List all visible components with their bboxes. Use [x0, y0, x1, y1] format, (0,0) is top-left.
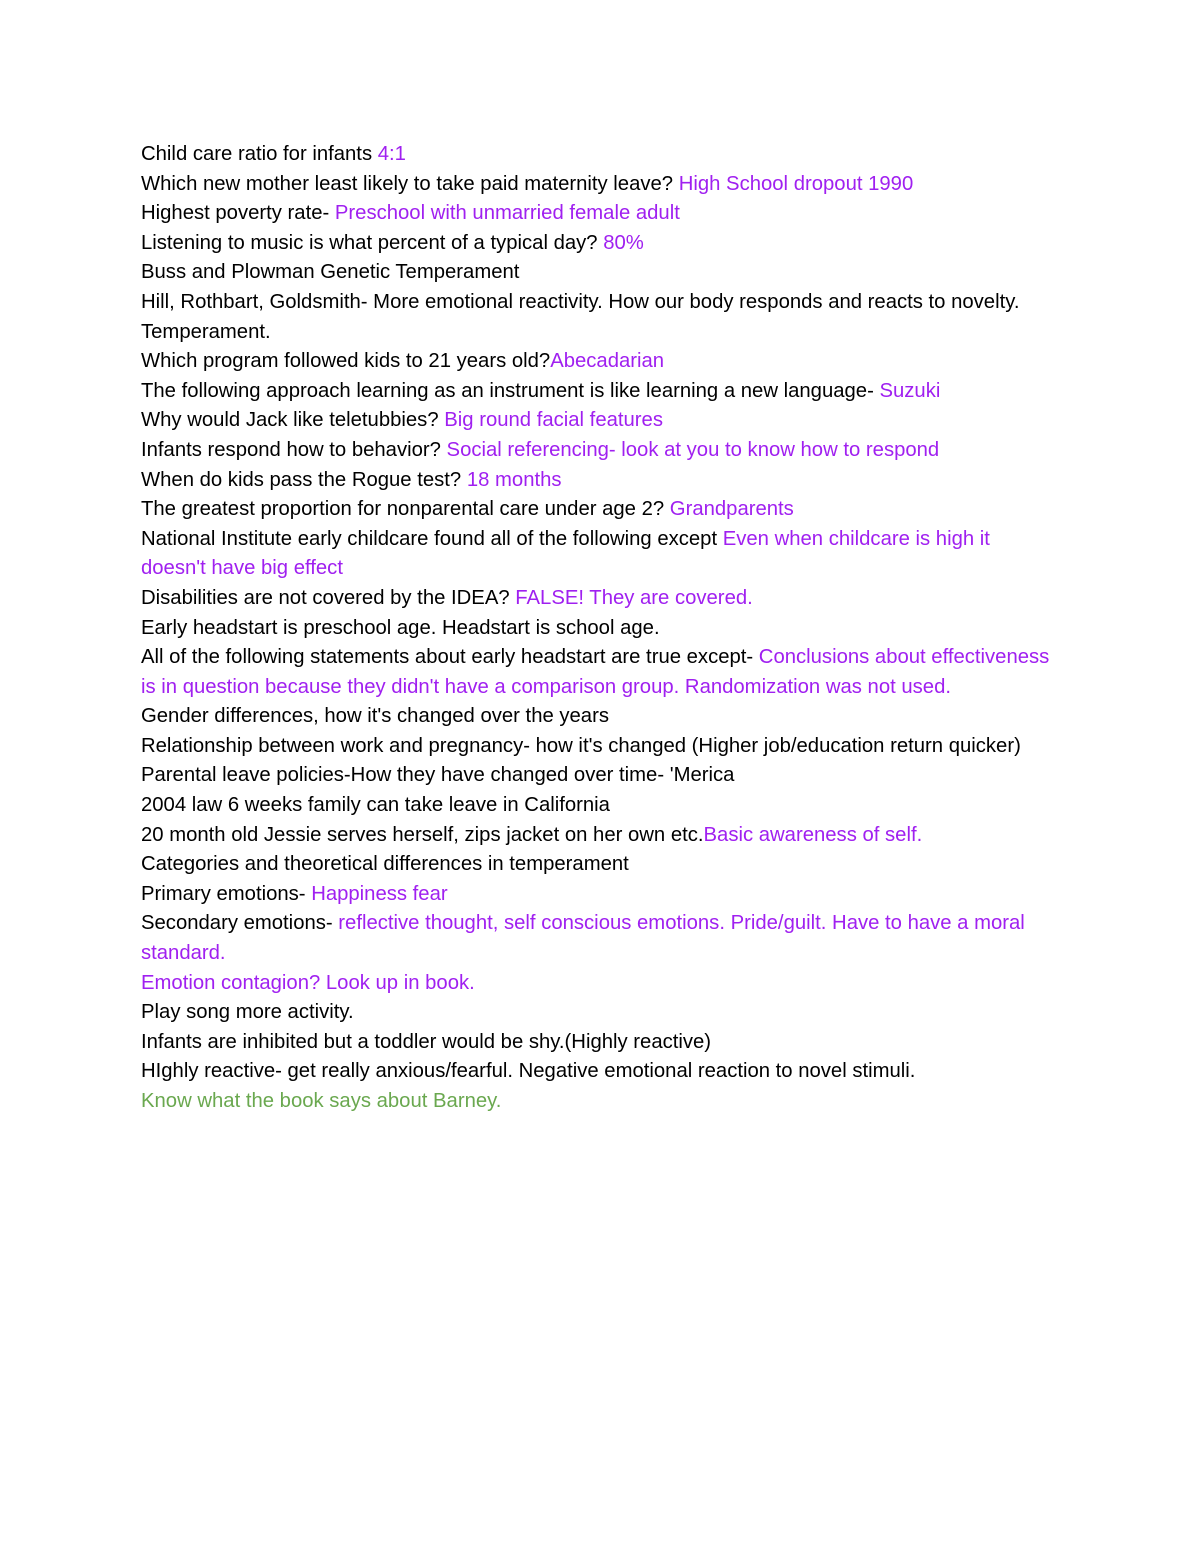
note-line	[141, 702, 1056, 732]
note-answer: reflective thought, self conscious emotions. Pride/guilt. Have to have a moral standard.	[141, 912, 1025, 965]
note-question: Hill, Rothbart, Goldsmith- More emotional reactivity. How our body responds and reacts to novelty. Temperament.	[141, 290, 1020, 343]
note-line	[141, 229, 1056, 259]
note-question: Parental leave policies-How they have changed over time- 'Merica	[141, 764, 735, 787]
note-question: Child care ratio for infants	[141, 143, 378, 165]
note-line	[141, 614, 1056, 644]
note-answer: Happiness fear	[311, 882, 448, 905]
note-line	[141, 821, 1056, 851]
note-question: All of the following statements about early headstart are true except-	[141, 646, 759, 669]
note-question: The greatest proportion for nonparental care under age 2?	[141, 498, 670, 521]
note-reminder: Know what the book says about Barney.	[141, 1090, 502, 1112]
note-line	[141, 998, 1056, 1028]
note-answer: 4:1	[377, 143, 406, 165]
note-question: When do kids pass the Rogue test?	[141, 468, 467, 491]
note-answer: 18 months	[466, 468, 562, 491]
note-line	[141, 1028, 1056, 1058]
note-line	[141, 170, 1056, 200]
note-answer: 80%	[603, 231, 644, 254]
note-line	[141, 761, 1056, 791]
note-answer: Grandparents	[669, 498, 794, 521]
note-line	[141, 791, 1056, 821]
note-answer: Preschool with unmarried female adult	[334, 202, 680, 225]
note-question: Early headstart is preschool age. Headstart is school age.	[141, 616, 660, 639]
note-answer: FALSE! They are covered.	[515, 586, 753, 609]
note-line	[141, 1087, 1056, 1117]
note-question: Disabilities are not covered by the IDEA?	[141, 586, 516, 609]
note-line	[141, 258, 1056, 288]
note-line	[141, 525, 1056, 584]
note-line	[141, 909, 1056, 968]
note-answer: High School dropout 1990	[678, 172, 914, 195]
note-answer: Abecadarian	[550, 350, 665, 373]
note-question: Play song more activity.	[141, 1001, 354, 1024]
note-question: Why would Jack like teletubbies?	[141, 409, 445, 432]
note-question: Secondary emotions-	[141, 912, 339, 935]
note-line	[141, 377, 1056, 407]
note-question: Infants respond how to behavior?	[141, 438, 447, 461]
note-question: The following approach learning as an instrument is like learning a new language-	[141, 379, 880, 402]
note-answer: Even when childcare is high it doesn't have big effect	[141, 527, 990, 580]
note-line	[141, 584, 1056, 614]
note-answer: Big round facial features	[444, 409, 663, 432]
note-answer: Emotion contagion? Look up in book.	[141, 971, 475, 994]
note-answer: Social referencing- look at you to know how to respond	[446, 438, 940, 461]
note-line	[141, 850, 1056, 880]
note-question: 20 month old Jessie serves herself, zips jacket on her own etc.	[141, 823, 704, 846]
note-line	[141, 347, 1056, 377]
note-line	[141, 466, 1056, 496]
note-question: National Institute early childcare found all of the following except	[141, 527, 723, 550]
note-question: Which program followed kids to 21 years old?	[141, 350, 551, 373]
note-question: 2004 law 6 weeks family can take leave in California	[141, 794, 610, 817]
note-question: HIghly reactive- get really anxious/fearful. Negative emotional reaction to novel stimuli.	[141, 1060, 916, 1083]
note-line	[141, 880, 1056, 910]
note-line	[141, 732, 1056, 762]
note-question: Highest poverty rate-	[141, 202, 335, 225]
note-question: Primary emotions-	[141, 882, 312, 905]
note-line	[141, 1057, 1056, 1087]
note-question: Gender differences, how it's changed over the years	[141, 705, 609, 728]
note-question: Categories and theoretical differences in temperament	[141, 853, 629, 876]
note-question: Listening to music is what percent of a typical day?	[141, 231, 604, 254]
note-answer: Suzuki	[879, 379, 941, 402]
note-line	[141, 140, 1056, 170]
note-question: Buss and Plowman Genetic Temperament	[141, 261, 520, 284]
note-line	[141, 643, 1056, 702]
note-answer: Conclusions about effectiveness is in question because they didn't have a comparison group. Randomization was not used.	[141, 646, 1050, 698]
note-line	[141, 199, 1056, 229]
notes-body	[141, 140, 1056, 1117]
note-line	[141, 969, 1056, 999]
note-question: Relationship between work and pregnancy- how it's changed (Higher job/education return quicker)	[141, 734, 1021, 757]
note-line	[141, 406, 1056, 436]
note-line	[141, 495, 1056, 525]
note-question: Which new mother least likely to take paid maternity leave?	[141, 172, 679, 195]
note-line	[141, 436, 1056, 466]
note-line	[141, 288, 1056, 347]
note-question: Infants are inhibited but a toddler would be shy.(Highly reactive)	[141, 1030, 712, 1053]
note-answer: Basic awareness of self.	[703, 823, 923, 846]
